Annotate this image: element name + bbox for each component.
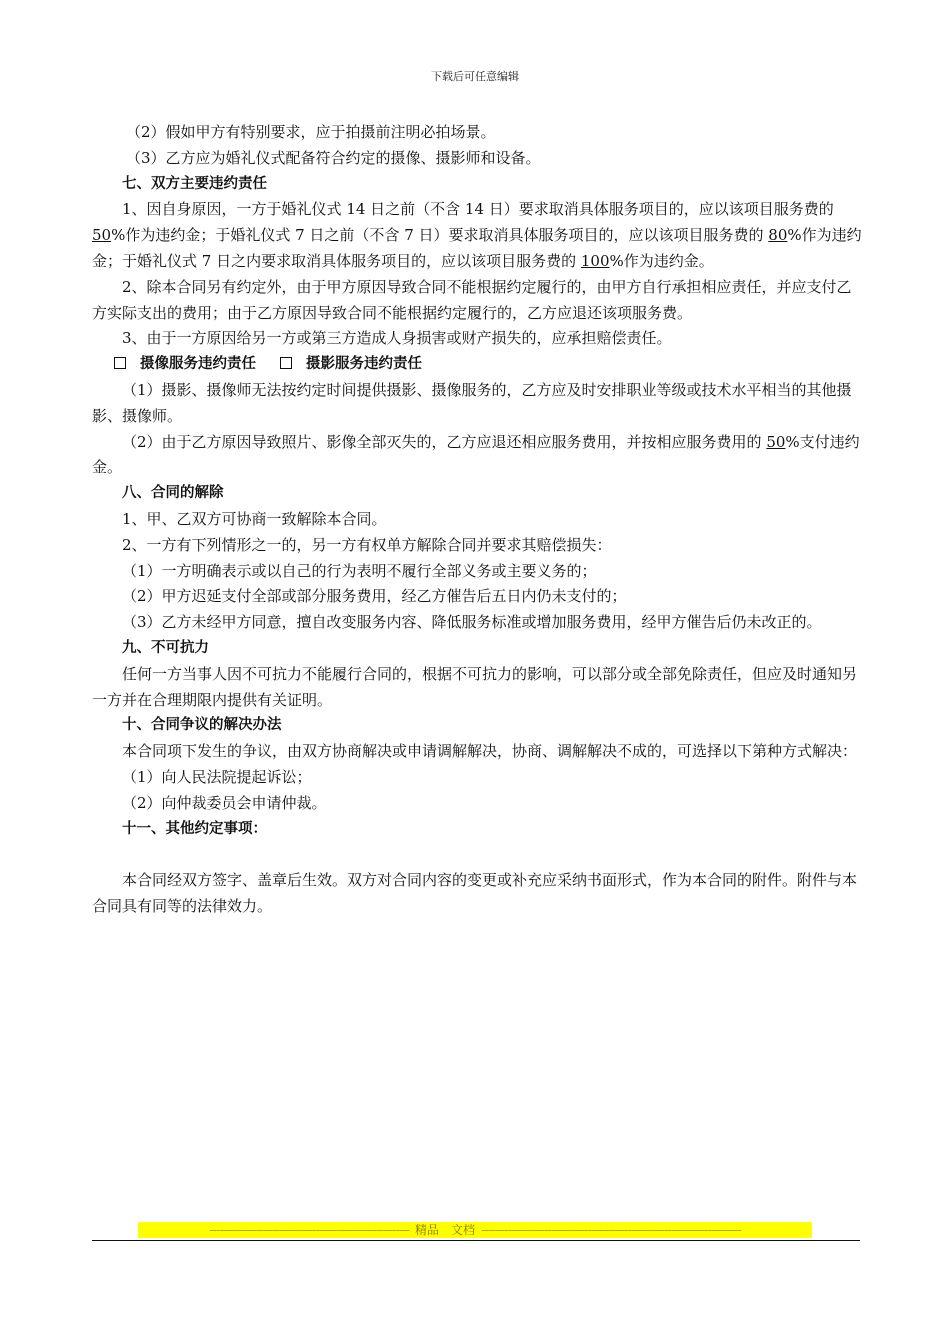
clause-paragraph: 本合同项下发生的争议，由双方协商解决或申请调解解决，协商、调解解决不成的，可选择以下第种方式解决：	[122, 742, 858, 761]
clause-item: （1）向人民法院提起诉讼；	[122, 767, 312, 786]
clause-paragraph: （2）由于乙方原因导致照片、影像全部灭失的，乙方应退还相应服务费用，并按相应服务费用的 50%支付违约金。	[92, 432, 860, 477]
clause-item: （3）乙方应为婚礼仪式配备符合约定的摄像、摄影师和设备。	[126, 148, 541, 167]
page-header: 下载后可任意编辑	[431, 70, 519, 83]
clause-item: （2）向仲裁委员会申请仲裁。	[122, 793, 327, 812]
liability-checkbox-row	[92, 352, 862, 378]
clause-item: 1、甲、乙双方可协商一致解除本合同。	[122, 509, 387, 528]
checkbox-photo-liability[interactable]	[280, 357, 292, 369]
clause-item: （1）一方明确表示或以自己的行为表明不履行全部义务或主要义务的；	[122, 561, 597, 580]
clause-paragraph: 1、因自身原因，一方于婚礼仪式 14 日之前（不含 14 日）要求取消具体服务项目的，应以该项目服务费的 50%作为违约金；于婚礼仪式 7 日之前（不含 7 日）要求取消具体服务项目的，应以该项目服务费的 80%作为违约金；于婚礼仪式 7 日之内要求取消具体服务项目的，应以该项目服务费的 100%作为违约金。	[92, 200, 862, 270]
checkbox-label: 摄影服务违约责任	[306, 356, 422, 373]
section-heading: 十一、其他约定事项：	[122, 820, 267, 837]
section-heading: 七、双方主要违约责任	[122, 175, 267, 192]
document-body	[92, 120, 862, 920]
clause-paragraph: （1）摄影、摄像师无法按约定时间提供摄影、摄像服务的，乙方应及时安排职业等级或技术水平相当的其他摄影、摄像师。	[92, 380, 852, 425]
clause-item: （2）假如甲方有特别要求，应于拍摄前注明必拍场景。	[126, 123, 496, 141]
clause-paragraph: 3、由于一方原因给另一方或第三方造成人身损害或财产损失的，应承担赔偿责任。	[122, 329, 672, 348]
clause-paragraph: 任何一方当事人因不可抗力不能履行合同的，根据不可抗力的影响，可以部分或全部免除责任，但应及时通知另一方并在合理期限内提供有关证明。	[92, 664, 858, 709]
section-heading: 十、合同争议的解决办法	[122, 717, 282, 734]
section-heading: 八、合同的解除	[122, 485, 224, 502]
footer-watermark: ------------------------------------------------------------ 精品 文档 ------------------------------------------------------------------------------	[138, 1222, 812, 1238]
clause-item: 2、一方有下列情形之一的，另一方有权单方解除合同并要求其赔偿损失：	[122, 535, 612, 554]
checkbox-label: 摄像服务违约责任	[140, 356, 256, 373]
clause-paragraph: 本合同经双方签字、盖章后生效。双方对合同内容的变更或补充应采纳书面形式，作为本合同的附件。附件与本合同具有同等的法律效力。	[92, 871, 858, 915]
clause-item: （2）甲方迟延支付全部或部分服务费用，经乙方催告后五日内仍未支付的；	[122, 587, 627, 606]
footer-divider	[92, 1240, 860, 1241]
section-heading: 九、不可抗力	[122, 639, 209, 656]
clause-paragraph: （3）乙方未经甲方同意，擅自改变服务内容、降低服务标准或增加服务费用，经甲方催告后仍未改正的。	[122, 613, 822, 632]
checkbox-video-liability[interactable]	[114, 357, 126, 369]
clause-paragraph: 2、除本合同另有约定外，由于甲方原因导致合同不能根据约定履行的，由甲方自行承担相应责任，并应支付乙方实际支出的费用；由于乙方原因导致合同不能根据约定履行的，乙方应退还该项服务费。	[92, 277, 852, 322]
